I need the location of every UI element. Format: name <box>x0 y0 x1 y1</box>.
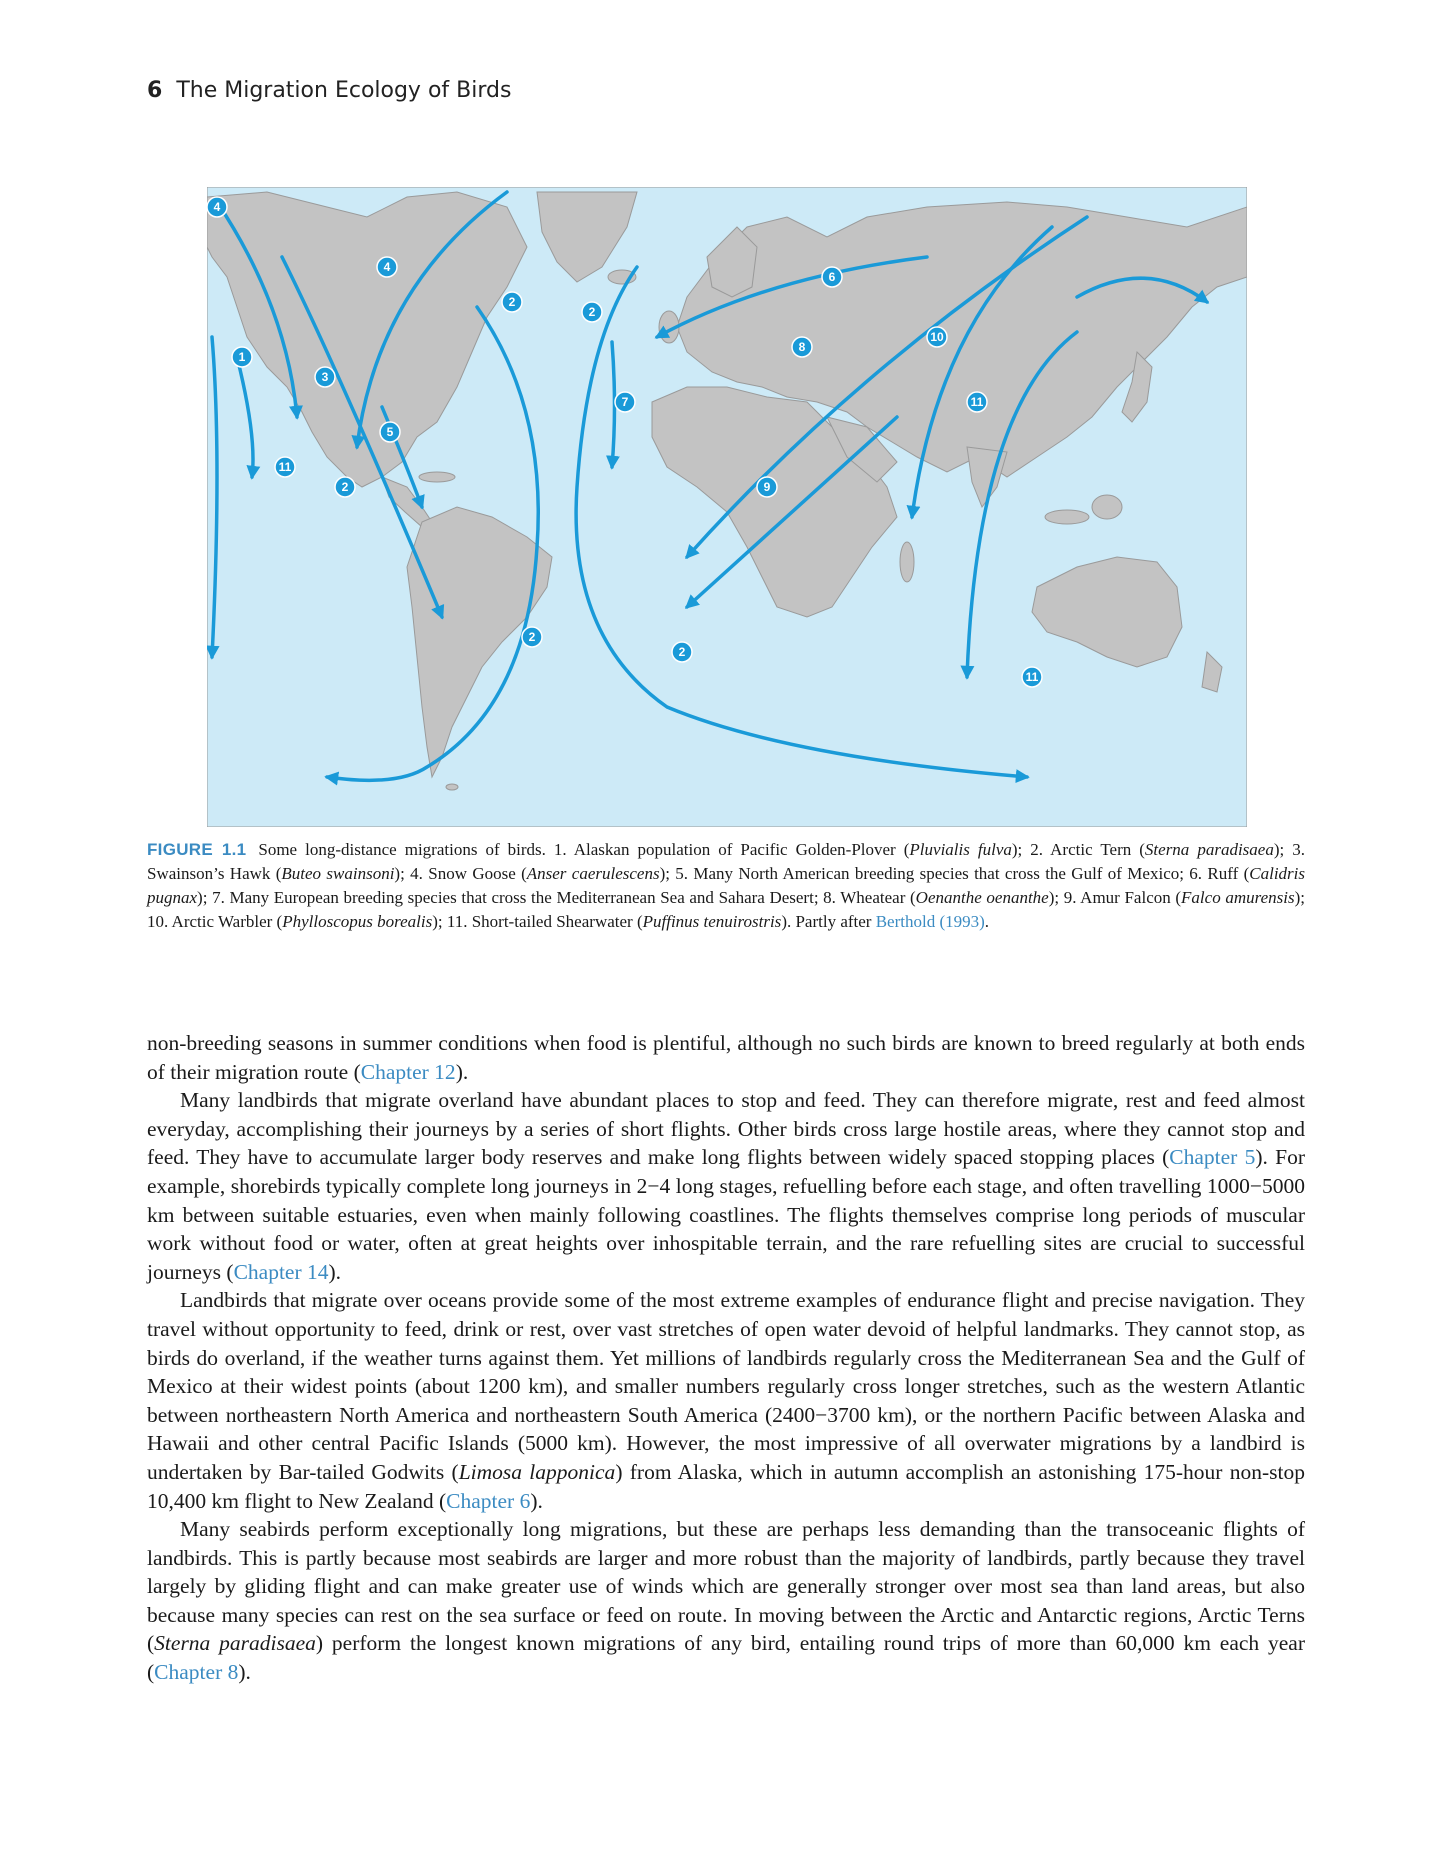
species-name: Oenanthe oenanthe <box>915 888 1049 907</box>
svg-text:4: 4 <box>383 260 391 274</box>
species-name: Phylloscopus borealis <box>282 912 433 931</box>
chapter-5-link[interactable]: Chapter 5 <box>1169 1145 1256 1170</box>
svg-text:1: 1 <box>238 350 246 364</box>
svg-text:2: 2 <box>678 645 686 659</box>
route-badge-9 <box>757 477 777 497</box>
caption-text: ); 11. Short-tailed Shearwater ( <box>432 912 643 931</box>
svg-text:2: 2 <box>508 295 516 309</box>
caption-text: ); 7. Many European breeding species that cross the Mediterranean Sea and Sahara Desert; 8. Wheatear ( <box>197 888 916 907</box>
svg-text:2: 2 <box>528 630 536 644</box>
species-name: Puffinus tenuirostris <box>642 912 782 931</box>
sumatra-borneo <box>1045 510 1089 524</box>
route-badge-4a <box>207 197 227 217</box>
book-title: The Migration Ecology of Birds <box>176 78 512 103</box>
svg-text:10: 10 <box>930 330 944 344</box>
page-number: 6 <box>147 78 163 103</box>
route-badge-11b <box>967 392 987 412</box>
species-name: Limosa lapponica <box>458 1459 616 1484</box>
paragraph-1: non-breeding seasons in summer conditions when food is plentiful, although no such birds are known to breed regularly at both ends of their migration route (Chapter 12). <box>147 1031 1305 1084</box>
species-name: Sterna paradisaea <box>154 1631 316 1656</box>
caption-text: ); 2. Arctic Tern ( <box>1011 840 1145 859</box>
chapter-14-link[interactable]: Chapter 14 <box>233 1259 329 1284</box>
species-name: Falco amurensis <box>1181 888 1295 907</box>
svg-text:11: 11 <box>970 395 984 409</box>
paragraph-2: Many landbirds that migrate overland have abundant places to stop and feed. They can therefore migrate, rest and feed almost everyday, accomplishing their journeys by a series of short flights. Other birds cross large hostile areas, where they cannot stop and feed. They have to accumulate larger body reserves and make long flights between widely spaced stopping places (Chapter 5). For example, shorebirds typically complete long journeys in 2−4 long stages, refuelling before each stage, and often travelling 1000−5000 km between suitable estuaries, even when mainly following coastlines. The flights themselves comprise long periods of muscular work without food or water, often at great heights over inhospitable terrain, and the rare refuelling sites are crucial to successful journeys (Chapter 14). <box>147 1088 1306 1284</box>
route-badge-2c <box>335 477 355 497</box>
svg-text:5: 5 <box>386 425 394 439</box>
species-name: Pluvialis fulva <box>909 840 1012 859</box>
species-name: Buteo swainsoni <box>281 864 395 883</box>
paragraph-4: Many seabirds perform exceptionally long migrations, but these are perhaps less demanding than the transoceanic flights of landbirds. This is partly because most seabirds are larger and more robust than the majority of landbirds, partly because they travel largely by gliding flight and can make greater use of winds which are generally stronger over most sea than land areas, but also because many species can rest on the sea surface or feed on route. In moving between the Arctic and Antarctic regions, Arctic Terns (Sterna paradisaea) perform the longest known migrations of any bird, entailing round trips of more than 60,000 km each year (Chapter 8). <box>147 1517 1305 1685</box>
chapter-6-link[interactable]: Chapter 6 <box>446 1488 531 1513</box>
migration-map-figure <box>207 187 1247 827</box>
route-badge-2b <box>582 302 602 322</box>
paragraph-3: Landbirds that migrate over oceans provide some of the most extreme examples of endurance flight and precise navigation. They travel without opportunity to feed, drink or rest, over vast stretches of open water devoid of helpful landmarks. They cannot stop, as birds do overland, if the weather turns against them. Yet millions of landbirds regularly cross the Mediterranean Sea and the Gulf of Mexico at their widest points (about 1200 km), and smaller numbers regularly cross longer stretches, such as the western Atlantic between northeastern North America and northeastern South America (2400−3700 km), or the northern Pacific between Alaska and Hawaii and other central Pacific Islands (5000 km). However, the most impressive of all overwater migrations by a landbird is undertaken by Bar-tailed Godwits (Limosa lapponica) from Alaska, which in autumn accomplish an astonishing 175-hour non-stop 10,400 km flight to New Zealand (Chapter 6). <box>147 1288 1305 1513</box>
caption-text: ); 10. Arctic Warbler ( <box>147 888 1305 931</box>
route-badge-2d <box>522 627 542 647</box>
caption-text: Some long-distance migrations of birds. 1. Alaskan population of Pacific Golden-Plover ( <box>258 840 910 859</box>
svg-text:4: 4 <box>213 200 221 214</box>
reference-link[interactable]: Berthold (1993) <box>875 912 985 931</box>
route-badge-2a <box>502 292 522 312</box>
caption-text: ). Partly after <box>781 912 876 931</box>
caption-text: ); 5. Many North American breeding species that cross the Gulf of Mexico; 6. Ruff ( <box>659 864 1250 883</box>
madagascar <box>900 542 914 582</box>
route-badge-10 <box>927 327 947 347</box>
route-badge-11c <box>1022 667 1042 687</box>
caption-text: ); 9. Amur Falcon ( <box>1048 888 1182 907</box>
chapter-12-link[interactable]: Chapter 12 <box>360 1059 456 1084</box>
svg-text:8: 8 <box>798 340 806 354</box>
svg-text:6: 6 <box>828 270 836 284</box>
svg-text:3: 3 <box>321 370 329 384</box>
svg-text:7: 7 <box>621 395 629 409</box>
borneo <box>1092 495 1122 519</box>
cuba <box>419 472 455 482</box>
body-text <box>147 1029 1305 1687</box>
svg-text:11: 11 <box>278 460 292 474</box>
svg-text:11: 11 <box>1025 670 1039 684</box>
route-badge-6 <box>822 267 842 287</box>
svg-text:2: 2 <box>588 305 596 319</box>
figure-caption <box>147 838 1305 934</box>
caption-text: ); 3. Swainson’s Hawk ( <box>147 840 1306 883</box>
species-name: Sterna paradisaea <box>1144 840 1274 859</box>
world-map <box>207 187 1247 827</box>
route-badge-1 <box>232 347 252 367</box>
caption-text: . <box>984 912 990 931</box>
species-name: Calidris pugnax <box>147 864 1306 907</box>
route-badge-8 <box>792 337 812 357</box>
svg-text:2: 2 <box>341 480 349 494</box>
species-name: Anser caerulescens <box>526 864 660 883</box>
route-badge-5 <box>380 422 400 442</box>
svg-text:9: 9 <box>763 480 771 494</box>
route-badge-3 <box>315 367 335 387</box>
route-badge-2e <box>672 642 692 662</box>
route-badge-4b <box>377 257 397 277</box>
figure-label: FIGURE 1.1 <box>147 840 247 859</box>
chapter-8-link[interactable]: Chapter 8 <box>154 1660 239 1685</box>
running-head <box>147 78 511 103</box>
falklands <box>446 784 458 790</box>
route-badge-11a <box>275 457 295 477</box>
route-badge-7 <box>615 392 635 412</box>
caption-text: ); 4. Snow Goose ( <box>394 864 527 883</box>
